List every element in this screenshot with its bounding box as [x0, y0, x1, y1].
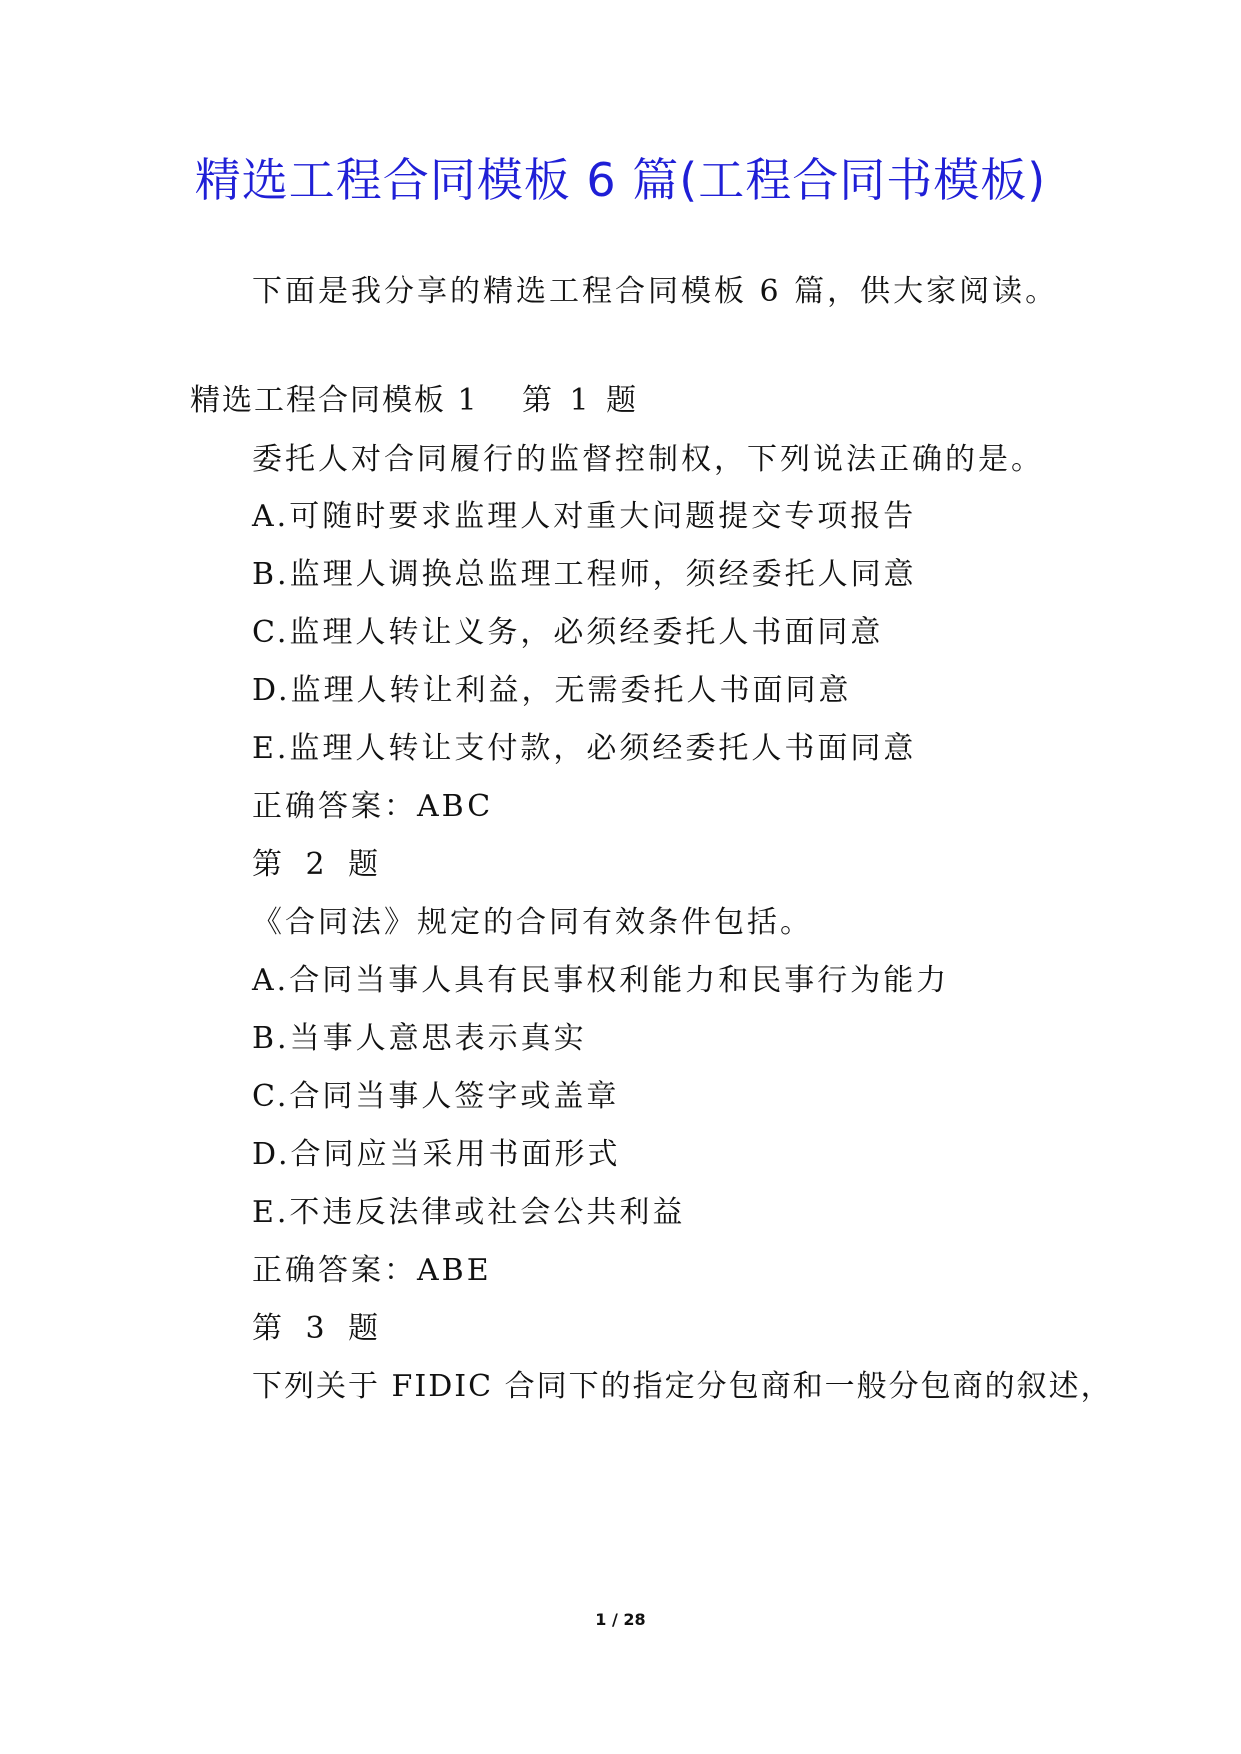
- question-1-option-d: D.监理人转让利益，无需委托人书面同意: [252, 673, 852, 708]
- question-2-heading: 第 2 题: [252, 847, 382, 882]
- document-title: 精选工程合同模板 6 篇(工程合同书模板): [194, 153, 1047, 207]
- question-2-option-a: A.合同当事人具有民事权利能力和民事行为能力: [252, 963, 950, 998]
- question-2-option-e: E.不违反法律或社会公共利益: [252, 1195, 686, 1230]
- question-1-answer: 正确答案：ABC: [252, 789, 494, 824]
- page-number: 1 / 28: [595, 1610, 646, 1629]
- section-label: 精选工程合同模板 1: [190, 383, 479, 418]
- question-1-option-b: B.监理人调换总监理工程师，须经委托人同意: [252, 557, 917, 592]
- question-2-option-b: B.当事人意思表示真实: [252, 1021, 587, 1056]
- question-1-option-e: E.监理人转让支付款，必须经委托人书面同意: [252, 731, 917, 766]
- question-2-stem: 《合同法》规定的合同有效条件包括。: [252, 905, 813, 940]
- intro-paragraph: 下面是我分享的精选工程合同模板 6 篇，供大家阅读。: [252, 274, 1059, 309]
- question-1-option-c: C.监理人转让义务，必须经委托人书面同意: [252, 615, 884, 650]
- question-2-option-c: C.合同当事人签字或盖章: [252, 1079, 620, 1114]
- question-3-stem: 下列关于 FIDIC 合同下的指定分包商和一般分包商的叙述，: [252, 1369, 1113, 1404]
- question-2-option-d: D.合同应当采用书面形式: [252, 1137, 621, 1172]
- question-3-heading: 第 3 题: [252, 1311, 382, 1346]
- question-1-heading: 第 1 题: [522, 383, 637, 418]
- question-2-answer: 正确答案：ABE: [252, 1253, 492, 1288]
- question-1-option-a: A.可随时要求监理人对重大问题提交专项报告: [252, 499, 917, 534]
- question-1-stem: 委托人对合同履行的监督控制权，下列说法正确的是。: [252, 442, 1044, 477]
